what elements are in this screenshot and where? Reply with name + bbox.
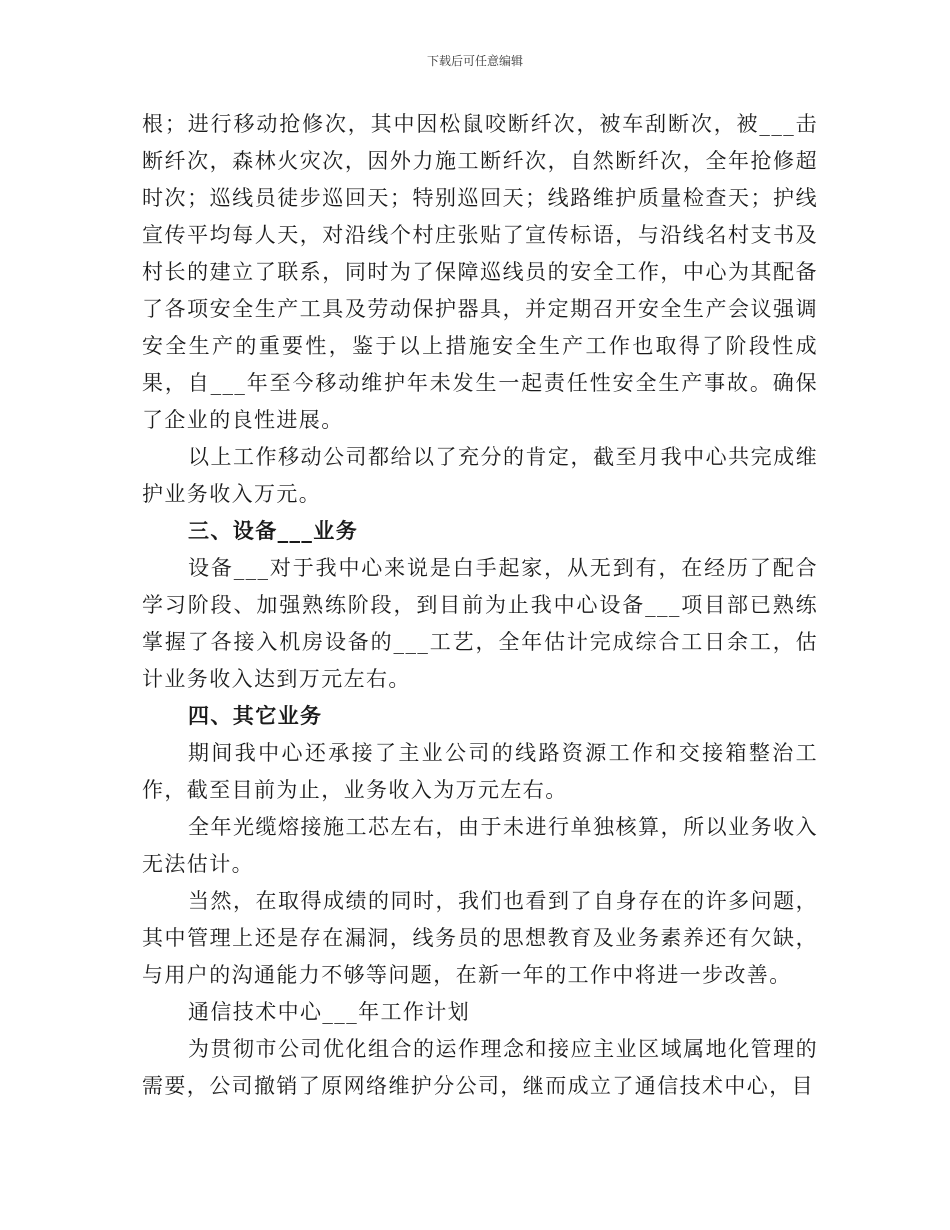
body-paragraph: 全年光缆熔接施工芯左右，由于未进行单独核算，所以业务收入无法估计。 (142, 815, 818, 876)
body-paragraph: 期间我中心还承接了主业公司的线路资源工作和交接箱整治工作，截至目前为止，业务收入为万元左右。 (142, 741, 818, 802)
section-heading: 四、其它业务 (188, 704, 323, 728)
body-paragraph: 以上工作移动公司都给以了充分的肯定，截至月我中心共完成维护业务收入万元。 (142, 445, 818, 506)
body-paragraph: 当然，在取得成绩的同时，我们也看到了自身存在的许多问题，其中管理上还是存在漏洞，线务员的思想教育及业务素养还有欠缺，与用户的沟通能力不够等问题，在新一年的工作中将进一步改善。 (142, 889, 818, 987)
section-heading: 三、设备___业务 (188, 519, 359, 543)
body-paragraph: 设备___对于我中心来说是白手起家，从无到有，在经历了配合学习阶段、加强熟练阶段，到目前为止我中心设备___项目部已熟练掌握了各接入机房设备的___工艺，全年估计完成综合工日余工，估计业务收入达到万元左右。 (142, 556, 818, 691)
document-body (142, 106, 818, 1105)
body-paragraph: 根；进行移动抢修次，其中因松鼠咬断纤次，被车刮断次，被___击断纤次，森林火灾次，因外力施工断纤次，自然断纤次，全年抢修超时次；巡线员徒步巡回天；特别巡回天；线路维护质量检查天；护线宣传平均每人天，对沿线个村庄张贴了宣传标语，与沿线名村支书及村长的建立了联系，同时为了保障巡线员的安全工作，中心为其配备了各项安全生产工具及劳动保护器具，并定期召开安全生产会议强调安全生产的重要性，鉴于以上措施安全生产工作也取得了阶段性成果，自___年至今移动维护年未发生一起责任性安全生产事故。确保了企业的良性进展。 (142, 112, 818, 432)
plan-title-line: 通信技术中心___年工作计划 (188, 1000, 471, 1024)
page-header-note: 下载后可任意编辑 (426, 54, 523, 68)
body-paragraph: 为贯彻市公司优化组合的运作理念和接应主业区域属地化管理的需要，公司撤销了原网络维护分公司，继而成立了通信技术中心，目 (142, 1037, 818, 1098)
